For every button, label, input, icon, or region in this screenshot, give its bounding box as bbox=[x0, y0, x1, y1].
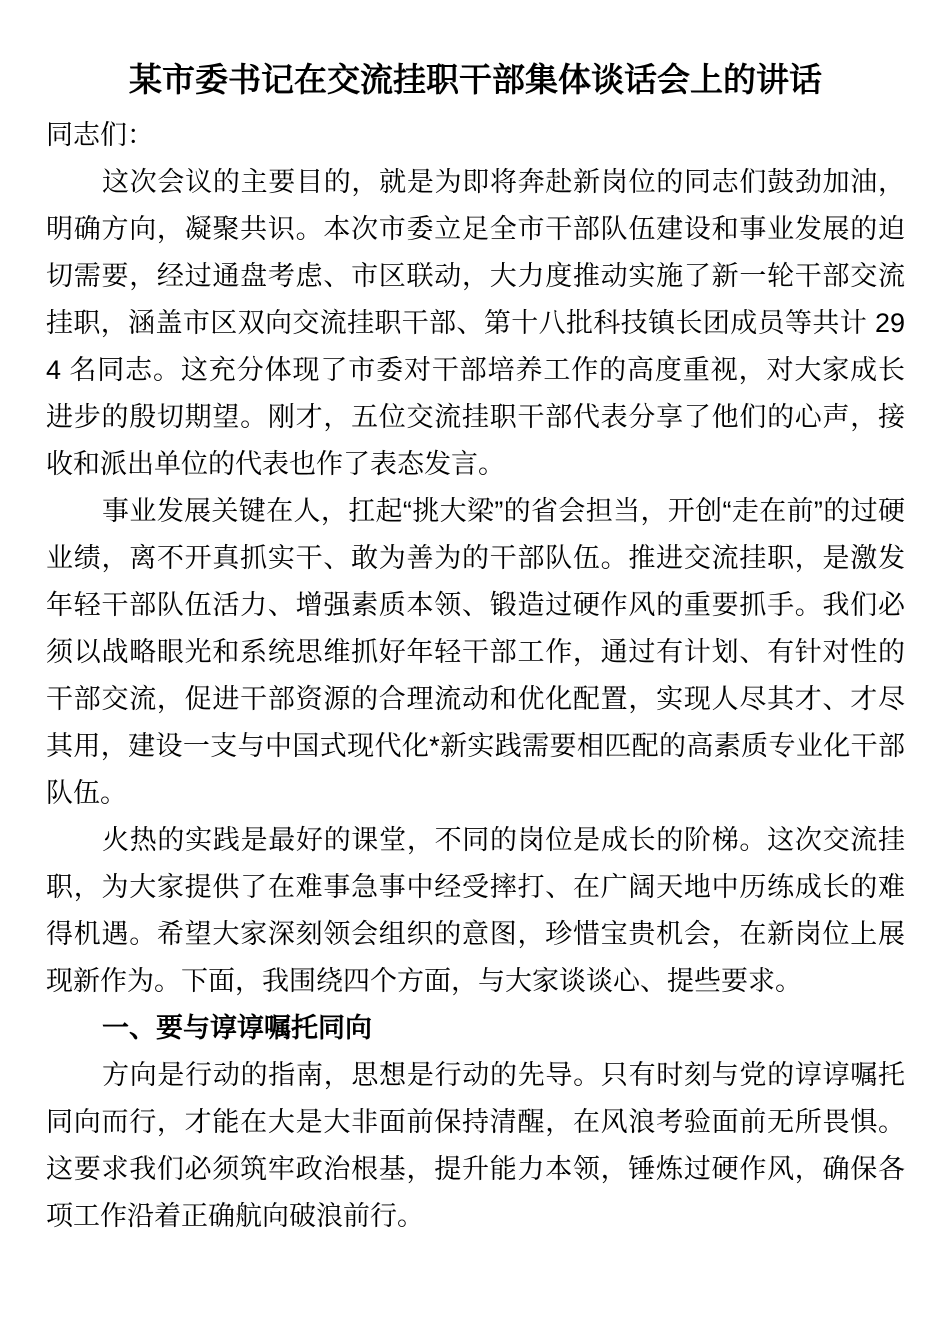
page-title: 某市委书记在交流挂职干部集体谈话会上的讲话 bbox=[129, 61, 822, 98]
section-one-paragraph-1: 方向是行动的指南，思想是行动的先导。只有时刻与党的谆谆嘱托同向而行，才能在大是大非面前保持清醒，在风浪考验面前无所畏惧。这要求我们必须筑牢政治根基，提升能力本领，锤炼过硬作风，确保各项工作沿着正确航向破浪前行。 bbox=[46, 1060, 905, 1231]
body-paragraph-2: 事业发展关键在人，扛起“挑大梁”的省会担当，开创“走在前”的过硬业绩，离不开真抓实干、敢为善为的干部队伍。推进交流挂职，是激发年轻干部队伍活力、增强素质本领、锻造过硬作风的重要抓手。我们必须以战略眼光和系统思维抓好年轻干部工作，通过有计划、有针对性的干部交流，促进干部资源的合理流动和优化配置，实现人尽其才、才尽其用，建设一支与中国式现代化*新实践需要相匹配的高素质专业化干部队伍。 bbox=[46, 496, 905, 808]
body-paragraph-3: 火热的实践是最好的课堂，不同的岗位是成长的阶梯。这次交流挂职，为大家提供了在难事急事中经受摔打、在广阔天地中历练成长的难得机遇。希望大家深刻领会组织的意图，珍惜宝贵机会，在新岗位上展现新作为。下面，我围绕四个方面，与大家谈谈心、提些要求。 bbox=[46, 825, 905, 996]
document-body bbox=[46, 0, 905, 1240]
salutation: 同志们： bbox=[46, 120, 154, 150]
section-heading-one: 一、要与谆谆嘱托同向 bbox=[102, 1013, 372, 1043]
body-paragraph-1: 这次会议的主要目的，就是为即将奔赴新岗位的同志们鼓劲加油，明确方向，凝聚共识。本次市委立足全市干部队伍建设和事业发展的迫切需要，经过通盘考虑、市区联动，大力度推动实施了新一轮干部交流挂职，涵盖市区双向交流挂职干部、第十八批科技镇长团成员等共计 294 名同志。这充分体现了市委对干部培养工作的高度重视，对大家成长进步的殷切期望。刚才，五位交流挂职干部代表分享了他们的心声，接收和派出单位的代表也作了表态发言。 bbox=[46, 167, 905, 479]
